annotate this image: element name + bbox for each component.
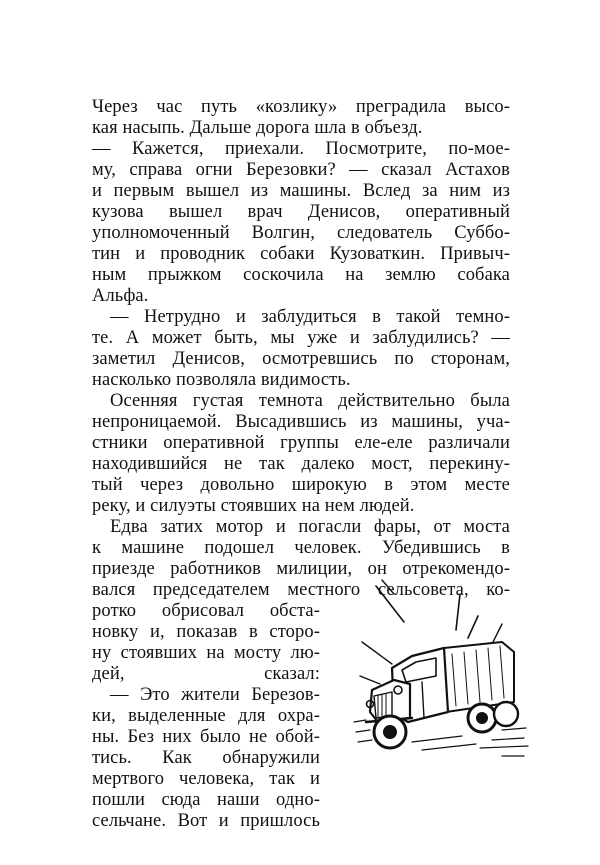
text-line: ротко обрисовал обста-: [92, 601, 320, 621]
text-line: насколько позволяла видимость.: [92, 370, 351, 390]
light-ray: [382, 580, 394, 594]
text-line: ки, выделенные для охра-: [92, 706, 320, 726]
text-line: к машине подошел человек. Убедившись в: [92, 538, 510, 558]
text-line: пошли сюда наши одно-: [92, 790, 320, 810]
text-line: — Это жители Березов-: [110, 685, 320, 705]
text-line: Через час путь «козлику» преградила высо-: [92, 97, 510, 117]
light-ray: [376, 586, 404, 622]
light-ray: [456, 594, 460, 630]
text-line: Осенняя густая темнота действительно была: [110, 391, 510, 411]
text-line: Едва затих мотор и погасли фары, от моста: [110, 517, 510, 537]
text-line: сельчане. Вот и пришлось: [92, 811, 320, 831]
text-line: ны. Без них было не обой-: [92, 727, 320, 747]
text-line: новку и, показав в сторо-: [92, 622, 320, 642]
text-line: непроницаемой. Высадившись из машины, уча-: [92, 412, 510, 432]
text-line: вался председателем местного сельсовета, ко-: [92, 580, 510, 600]
text-line: Альфа.: [92, 286, 149, 306]
light-ray: [362, 642, 392, 664]
text-line: — Кажется, приехали. Посмотрите, по-мое-: [92, 139, 510, 159]
text-line: ным прыжком соскочила на землю собака: [92, 265, 510, 285]
text-line: те. А может быть, мы уже и заблудились? —: [92, 328, 510, 348]
text-line: мертвого человека, так и: [92, 769, 320, 789]
text-line: тин и проводник собаки Кузоваткин. Привыч-: [92, 244, 510, 264]
text-line: му, справа огни Березовки? — сказал Астахов: [92, 160, 510, 180]
text-line: тый через довольно широкую в этом месте: [92, 475, 510, 495]
text-line: реку, и силуэты стоявших на нем людей.: [92, 496, 415, 516]
text-line: кая насыпь. Дальше дорога шла в объезд.: [92, 118, 423, 138]
light-ray: [468, 616, 478, 638]
text-line: и первым вышел из машины. Вслед за ним из: [92, 181, 510, 201]
text-line: ну стоявших на мосту лю-: [92, 643, 320, 663]
truck-illustration: [352, 572, 530, 772]
light-ray: [360, 676, 380, 684]
text-line: уполномоченный Волгин, следователь Суббо-: [92, 223, 510, 243]
text-line: дей, сказал:: [92, 664, 320, 684]
text-line: — Нетрудно и заблудиться в такой темно-: [110, 307, 510, 327]
text-line: стники оперативной группы еле-еле различали: [92, 433, 510, 453]
text-line: кузова вышел врач Денисов, оперативный: [92, 202, 510, 222]
text-line: находившийся не так далеко мост, перекину-: [92, 454, 510, 474]
text-line: заметил Денисов, осмотревшись по сторонам,: [92, 349, 510, 369]
text-line: приезде работников милиции, он отрекомендо-: [92, 559, 510, 579]
light-ray: [492, 624, 502, 644]
text-line: тись. Как обнаружили: [92, 748, 320, 768]
